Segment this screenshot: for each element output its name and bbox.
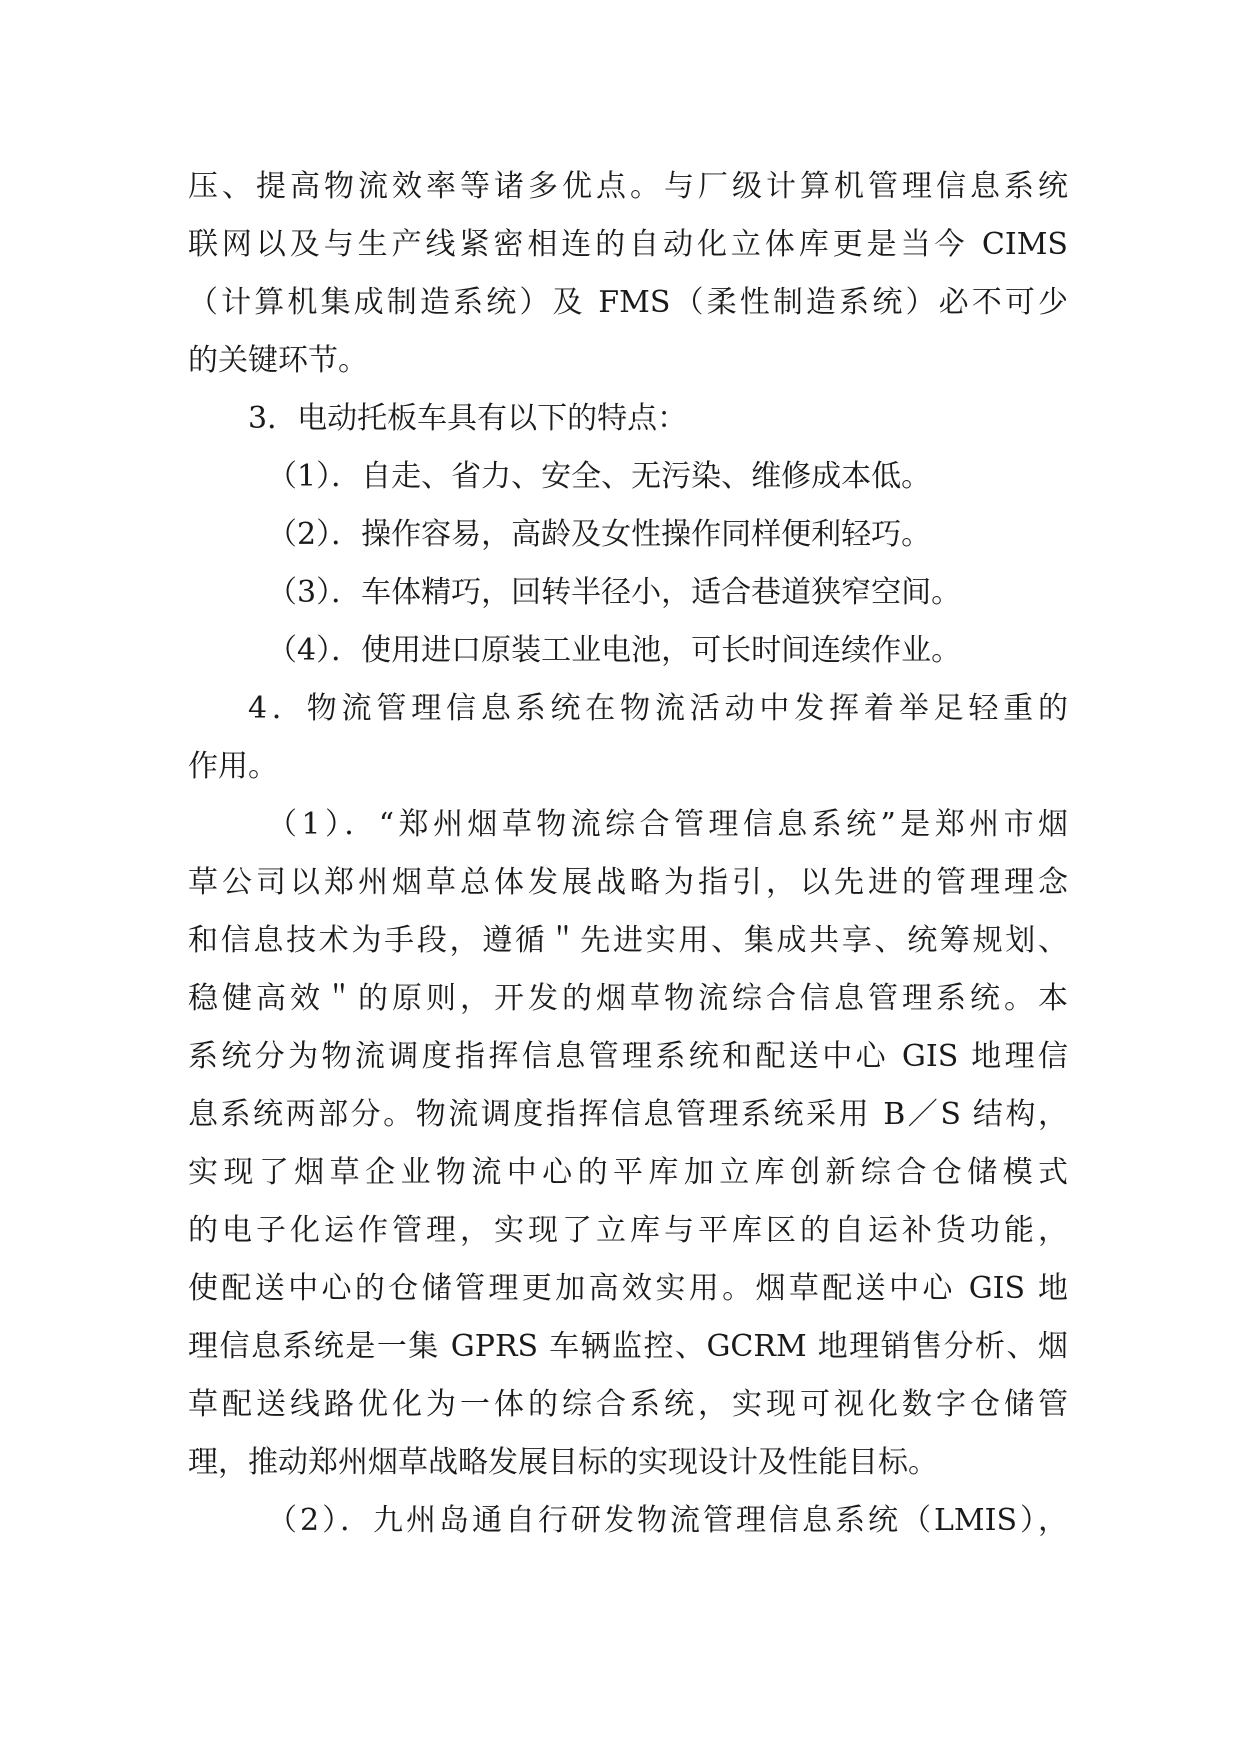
- body-text-line: 压、提高物流效率等诸多优点。与厂级计算机管理信息系统: [188, 169, 1068, 204]
- body-text-line: 和信息技术为手段，遵循＂先进实用、集成共享、统筹规划、: [188, 923, 1068, 958]
- body-text-line: 作用。: [188, 749, 278, 784]
- list-item: （2）．操作容易，高龄及女性操作同样便利轻巧。: [267, 517, 932, 552]
- body-text-line: 草配送线路优化为一体的综合系统，实现可视化数字仓储管: [188, 1387, 1068, 1422]
- body-text-line: 系统分为物流调度指挥信息管理系统和配送中心 GIS 地理信: [188, 1039, 1068, 1074]
- body-text-line: 联网以及与生产线紧密相连的自动化立体库更是当今 CIMS: [188, 227, 1068, 262]
- body-text-line: 息系统两部分。物流调度指挥信息管理系统采用 B／S 结构，: [188, 1097, 1068, 1132]
- body-text-line: 草公司以郑州烟草总体发展战略为指引，以先进的管理理念: [188, 865, 1068, 900]
- section-heading-3: 3．电动托板车具有以下的特点：: [248, 401, 688, 436]
- body-text-line: 实现了烟草企业物流中心的平库加立库创新综合仓储模式: [188, 1155, 1068, 1190]
- list-item: （4）．使用进口原装工业电池，可长时间连续作业。: [267, 633, 962, 668]
- body-text-line: 理，推动郑州烟草战略发展目标的实现设计及性能目标。: [188, 1445, 938, 1480]
- list-item: （2）．九州岛通自行研发物流管理信息系统（LMIS），: [267, 1503, 1068, 1538]
- list-item: （1）．“郑州烟草物流综合管理信息系统”是郑州市烟: [267, 807, 1068, 842]
- body-text-line: 稳健高效＂的原则，开发的烟草物流综合信息管理系统。本: [188, 981, 1068, 1016]
- section-heading-4: 4．物流管理信息系统在物流活动中发挥着举足轻重的: [248, 691, 1068, 726]
- body-text-line: 理信息系统是一集 GPRS 车辆监控、GCRM 地理销售分析、烟: [188, 1329, 1068, 1364]
- list-item: （3）．车体精巧，回转半径小，适合巷道狭窄空间。: [267, 575, 962, 610]
- body-text-line: （计算机集成制造系统）及 FMS（柔性制造系统）必不可少: [188, 285, 1068, 320]
- body-text-line: 使配送中心的仓储管理更加高效实用。烟草配送中心 GIS 地: [188, 1271, 1068, 1306]
- list-item: （1）．自走、省力、安全、无污染、维修成本低。: [267, 459, 932, 494]
- body-text-line: 的电子化运作管理，实现了立库与平库区的自运补货功能，: [188, 1213, 1068, 1248]
- body-text-line: 的关键环节。: [188, 343, 368, 378]
